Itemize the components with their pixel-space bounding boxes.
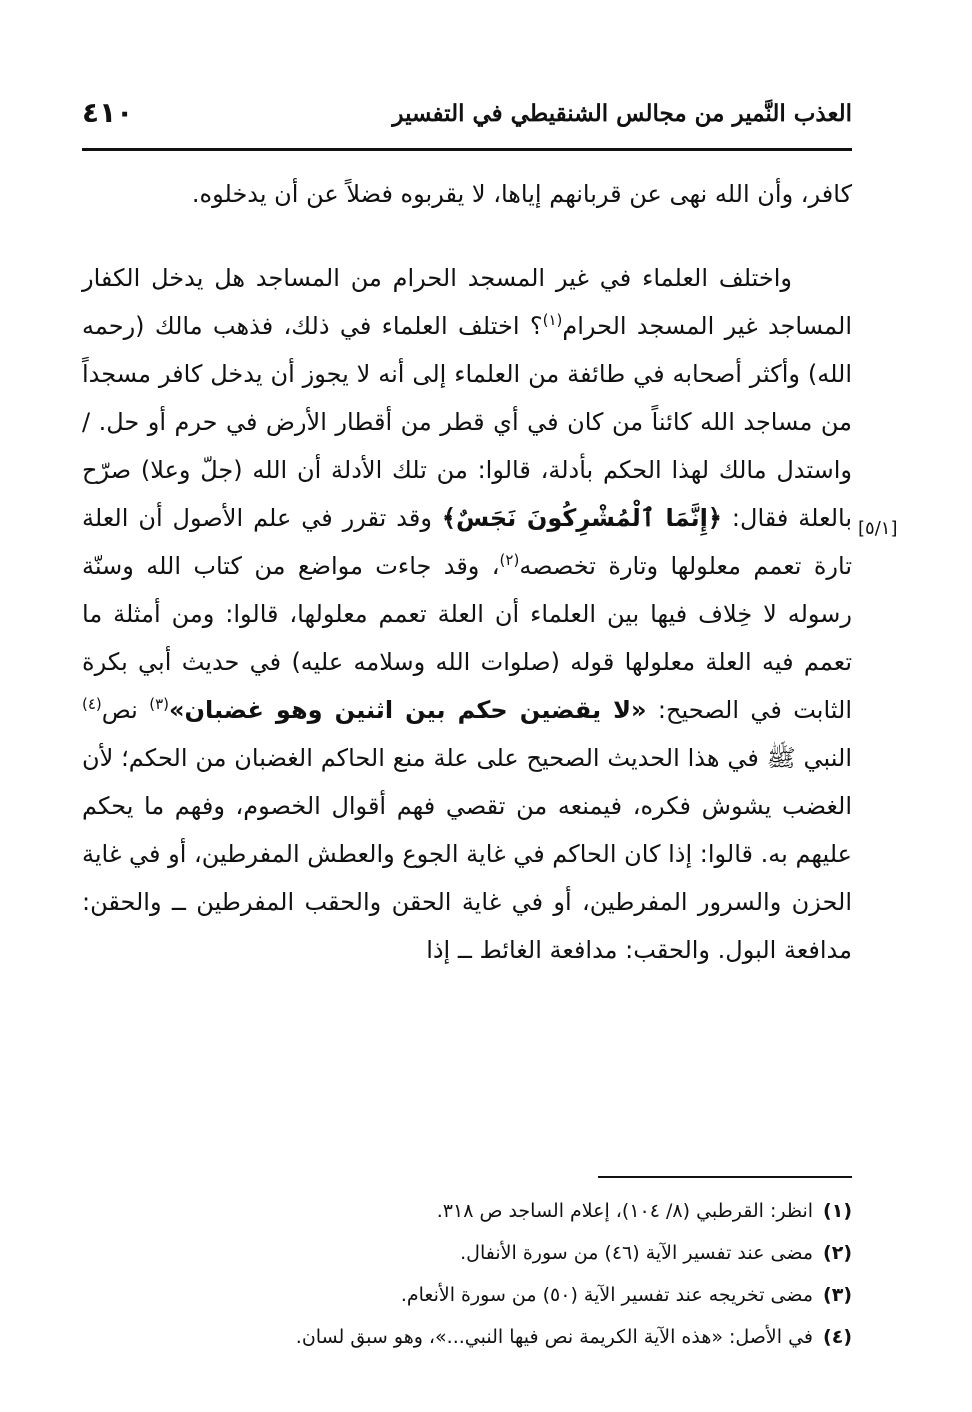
footnote-ref-3[interactable]: (٣) [149,695,169,713]
p2-part-b: ؟ اختلف العلماء في ذلك، فذهب مالك (رحمه الله) وأكثر أصحابه في طائفة من العلماء إلى أنه لا يجوز أن يدخل كافر مسجداً من مساجد الله كائناً من كان في أي قطر من أقطار الأرض في حرم أو حل. / واستدل مالك لهذا الحكم بأدلة، قالوا: من تلك الأدلة أن الله (جلّ وعلا) صرّح بالعلة فقال: [82,312,853,532]
footnote-4 [82,1316,852,1358]
footnote-2 [82,1232,852,1274]
footnote-number: (٤) [823,1326,852,1348]
hadith-quote: «لا يقضين حكم بين اثنين وهو غضبان» [169,696,647,724]
footnote-number: (٢) [823,1242,852,1264]
paragraph-2 [82,254,852,974]
footnote-number: (٣) [823,1284,852,1306]
running-title: العذب النَّمير من مجالس الشنقيطي في التفسير [392,100,852,127]
p2-part-c: وقد تقرر في علم الأصول أن العلة تارة تعمم معلولها وتارة تخصصه [82,504,852,580]
footnote-ref-1[interactable]: (١) [542,311,563,329]
page-number: ٤١٠ [82,96,134,129]
paragraph-1: كافر، وأن الله نهى عن قربانهم إياها، لا يقربوه فضلاً عن أن يدخلوه. [191,180,852,208]
footnote-text: مضى تخريجه عند تفسير الآية (٥٠) من سورة الأنعام. [400,1284,814,1306]
footnote-3 [82,1274,852,1316]
header-rule [82,148,852,151]
p2-part-e: نص [101,696,150,724]
main-text [82,170,852,974]
footnote-rule [598,1176,852,1178]
footnotes [82,1190,852,1358]
footnote-text: مضى عند تفسير الآية (٤٦) من سورة الأنفال. [460,1242,814,1264]
footnote-ref-4[interactable]: (٤) [82,695,102,713]
quran-verse: ﴿إِنَّمَا ٱلْمُشْرِكُونَ نَجَسٌ﴾ [441,504,722,532]
p2-part-f: النبي ﷺ في هذا الحديث الصحيح على علة منع الحاكم الغضبان من الحكم؛ لأن الغضب يشوش فكره، فيمنعه من تقصي فهم أقوال الخصوم، وفهم ما يحكم عليهم به. قالوا: إذا كان الحاكم في غاية الجوع والعطش المفرطين، أو في غاية الحزن والسرور المفرطين، أو في غاية الحقن والحقب المفرطين ــ والحقن: مدافعة البول. والحقب: مدافعة الغائط ــ إذا [82,744,852,964]
footnote-ref-2[interactable]: (٢) [499,551,520,569]
p2-part-d: ، وقد جاءت مواضع من كتاب الله وسنّة رسوله لا خِلاف فيها بين العلماء أن العلة تعمم معلولها، قالوا: ومن أمثلة ما تعمم فيه العلة معلولها قوله (صلوات الله وسلامه عليه) في حديث أبي بكرة الثابت في الصحيح: [82,552,852,724]
footnote-number: (١) [823,1200,852,1222]
p2-part-a: واختلف العلماء في غير المسجد الحرام من المساجد هل يدخل الكفار المساجد غير المسجد الحرام [82,264,853,340]
footnote-1 [82,1190,852,1232]
footnote-text: في الأصل: «هذه الآية الكريمة نص فيها النبي...»، وهو سبق لسان. [295,1326,814,1348]
footnote-text: انظر: القرطبي (٨/ ١٠٤)، إعلام الساجد ص ٣١٨. [436,1200,814,1222]
margin-reference: [٥/١] [858,518,898,539]
page-header [82,92,852,152]
